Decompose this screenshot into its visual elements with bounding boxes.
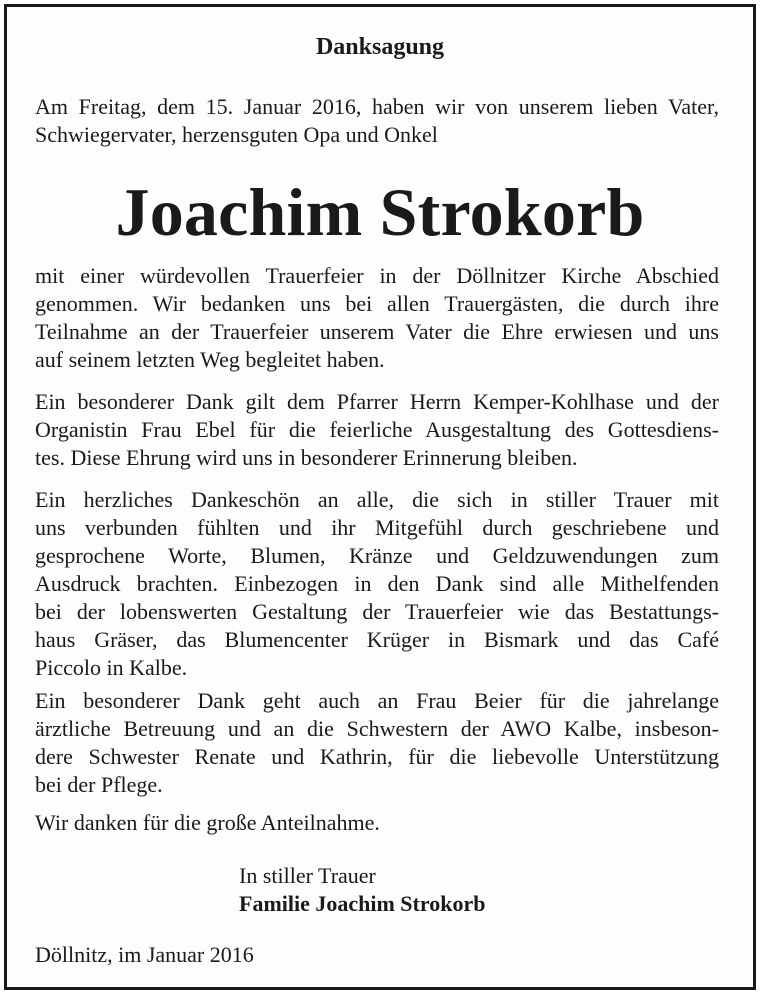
text-line: Ausdruck brachten. Einbezogen in den Dank sind alle Mithelfenden [35,571,719,596]
text-line: haus Gräser, das Blumencenter Krüger in Bismark und das Café [35,627,719,652]
body-paragraph-1 [35,262,719,374]
text-line: dere Schwester Renate und Kathrin, für die liebevolle Unterstützung [35,744,719,769]
text-line: mit einer würdevollen Trauerfeier in der Döllnitzer Kirche Abschied [35,263,719,288]
place-date: Döllnitz, im Januar 2016 [35,942,254,967]
text-line: Wir danken für die große Anteilnahme. [35,810,380,835]
family-signature: Familie Joachim Strokorb [239,891,486,916]
text-line: Ein besonderer Dank gilt dem Pfarrer Herrn Kemper-Kohlhase und der [35,389,719,414]
text-line: genommen. Wir bedanken uns bei allen Trauergästen, die durch ihre [35,291,719,316]
text-line: Schwiegervater, herzensguten Opa und Onkel [35,122,438,147]
text-line: uns verbunden fühlten und ihr Mitgefühl durch geschriebene und [35,515,719,540]
text-line: auf seinem letzten Weg begleitet haben. [35,347,385,372]
text-line: Organistin Frau Ebel für die feierliche Ausgestaltung des Gottesdiens- [35,417,719,442]
text-line: Am Freitag, dem 15. Januar 2016, haben wir von unserem lieben Vater, [35,94,719,119]
body-paragraph-4 [35,687,719,799]
obituary-notice [4,4,756,990]
intro-paragraph [35,93,719,149]
text-line: Teilnahme an der Trauerfeier unserem Vater die Ehre erwiesen und uns [35,319,719,344]
text-line: tes. Diese Ehrung wird uns in besonderer Erinnerung bleiben. [35,445,578,470]
closing-block [239,862,485,918]
text-line: bei der lobenswerten Gestaltung der Trauerfeier wie das Bestattungs- [35,599,719,624]
text-line: Piccolo in Kalbe. [35,655,188,680]
text-line: Ein herzliches Dankeschön an alle, die sich in stiller Trauer mit [35,487,719,512]
closing-line: In stiller Trauer [239,863,376,888]
body-paragraph-3 [35,486,719,682]
body-paragraph-5 [35,809,719,837]
body-paragraph-2 [35,388,719,472]
text-line: Ein besonderer Dank geht auch an Frau Beier für die jahrelange [35,688,719,713]
text-line: bei der Pflege. [35,772,163,797]
text-line: ärztliche Betreuung und an die Schwestern der AWO Kalbe, insbeson- [35,716,719,741]
notice-heading: Danksagung [315,34,445,60]
deceased-name: Joachim Strokorb [115,174,645,250]
text-line: gesprochene Worte, Blumen, Kränze und Geldzuwendungen zum [35,543,719,568]
